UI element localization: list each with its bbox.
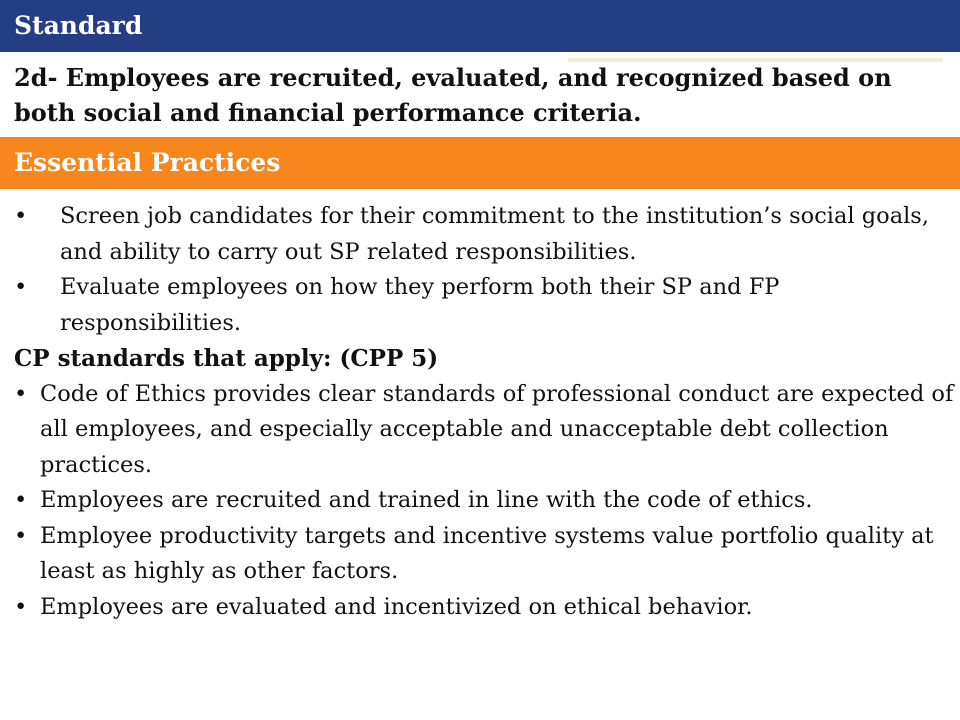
list-item [14, 270, 956, 341]
cp-standards-list [14, 377, 956, 626]
essential-practices-header: Essential Practices [0, 137, 960, 189]
list-item-text: Employees are evaluated and incentivized on ethical behavior. [40, 593, 753, 620]
list-item-text: Employees are recruited and trained in line with the code of ethics. [40, 487, 813, 513]
standard-header: Standard [0, 0, 960, 52]
standard-text: 2d- Employees are recruited, evaluated, and recognized based on both social and financial performance criteria. [14, 63, 892, 127]
bullet-icon: • [14, 522, 28, 549]
list-item-text: Screen job candidates for their commitment to the institution’s social goals, and ability to carry out SP related responsibilities. [60, 203, 930, 265]
bullet-icon: • [14, 274, 28, 300]
list-item-text: Code of Ethics provides clear standards of professional conduct are expected of all employees, and especially acceptable and unacceptable debt collection practices. [40, 380, 954, 478]
bullet-icon: • [14, 593, 28, 620]
list-item [14, 483, 956, 519]
list-item-text: Evaluate employees on how they perform both their SP and FP responsibilities. [60, 274, 780, 336]
essential-practices-list [14, 199, 956, 341]
bullet-icon: • [14, 380, 28, 407]
bullet-icon: • [14, 487, 28, 513]
list-item [14, 590, 956, 626]
list-item-text: Employee productivity targets and incentive systems value portfolio quality at least as highly as other factors. [40, 522, 934, 584]
slide-body [14, 199, 956, 625]
list-item [14, 199, 956, 270]
list-item [14, 519, 956, 590]
bullet-icon: • [14, 203, 28, 229]
list-item [14, 377, 956, 484]
cp-standards-heading: CP standards that apply: (CPP 5) [14, 345, 439, 372]
